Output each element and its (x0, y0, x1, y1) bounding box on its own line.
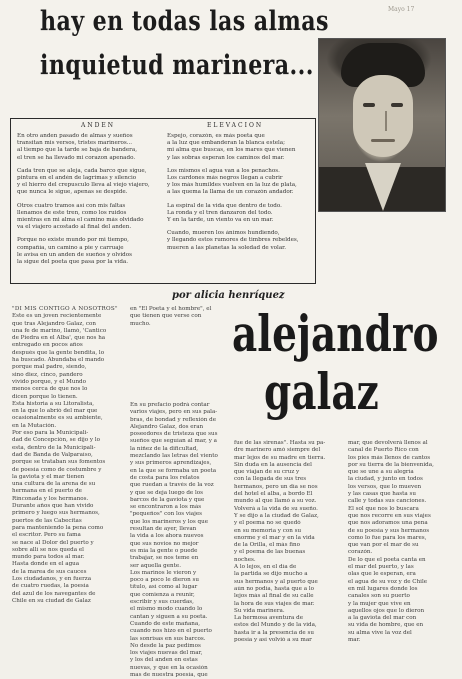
article-line: escribir y sus cuerdas, (130, 599, 194, 606)
article-line: el mismo modo cuando lo (130, 606, 203, 613)
article-line: trabajar, se nos teme en (130, 555, 199, 562)
article-line: mezclando las letras del viento (130, 453, 218, 460)
article-line: vivido porque, y el Mundo (12, 378, 86, 385)
article-line: nuevas, y que en la ocasión (130, 664, 208, 671)
article-line: con la llegada de sus tres (234, 476, 307, 483)
article-line: "pequeños" con los viajes (130, 511, 203, 518)
article-line: es mía la gente o puede (130, 547, 198, 554)
poem-line: Porque no existe mundo por mi tiempo, (17, 237, 129, 244)
article-line: como lo fue para los mares, (348, 534, 427, 541)
article-line: Cuando de este mañana, (130, 620, 201, 627)
article-line: de poesía como de costumbre y (12, 466, 102, 473)
article-line: en la que se formaba un poeta (130, 467, 217, 474)
article-line: resultan de ayer, llevan (130, 526, 197, 533)
article-line: que nos recorre en sus viajes (348, 512, 431, 519)
article-line: una cultura de la arena de su (12, 481, 96, 488)
article-line: el agua de su voz y de Chile (348, 578, 428, 585)
poem-line: La ronda y el tren danzaron del todo. (167, 209, 273, 216)
photo-nose (379, 111, 387, 131)
article-line: Su vida marinera. (234, 607, 285, 614)
poem-line: mueren a las planetas la soledad de volar. (167, 244, 286, 251)
article-line: entregado en pocos años (12, 342, 83, 349)
article-line: Por eso para la Municipali- (12, 430, 89, 437)
article-column-1 (12, 306, 124, 605)
article-line: y que se deja luego de los (130, 489, 204, 496)
poem-title-anden: ANDEN (81, 122, 116, 129)
article-line: Y se dijo a la ciudad de Galaz, (234, 512, 319, 519)
article-line: mas de nuestra poesía, que (130, 671, 208, 678)
article-line: De lo que el poeta canta en (348, 556, 426, 563)
article-line: mundo para todos al mar. (12, 554, 85, 561)
article-line: de su poesía y sus hermanos (348, 527, 430, 534)
article-line: En su prefacio podrá contar (130, 402, 210, 408)
article-line: aquellos ojos que lo dieron (348, 607, 425, 614)
photo-mouth (371, 139, 395, 142)
article-line: que tras Alejandro Galaz, con (12, 320, 96, 327)
article-line: varios viajes, pero en sus pala- (130, 409, 218, 416)
article-line: A lo lejos, en el día de (234, 564, 297, 571)
article-line: enorme y el mar y en la vida (234, 534, 315, 541)
article-line: del azul de los navegantes de (12, 590, 96, 597)
article-line: hasta ir a la presencia de su (234, 629, 314, 636)
article-line: los versos, que lo mueven (348, 483, 422, 490)
article-line: su alma vive la voz del (348, 629, 412, 636)
article-line: el escritor. Pero su fama (12, 532, 81, 539)
article-line: de costa para los relatos (130, 474, 200, 481)
article-line: se nace al Dolor del puerto y (12, 539, 94, 546)
photo-eye-left (363, 103, 375, 107)
article-line: Este es un joven recientemente (12, 313, 102, 320)
article-line: ha buscado. Abundaba el mando (12, 357, 105, 364)
article-line: que tienen que verse con (130, 313, 202, 320)
poem-box (10, 118, 316, 284)
poem-line: mi alma que buscas, en los mares que vienen (167, 147, 296, 154)
article-line: Alejandro Galaz, dos eran (130, 423, 204, 430)
poem-line: y las sobras esperan los caminos del mar. (167, 154, 285, 161)
article-line: la hora de sus viajes de mar. (234, 600, 315, 607)
article-line: después que la gente bendita, lo (12, 349, 105, 356)
article-line: barcos de la gaviota y que (130, 496, 205, 503)
poem-stanza (17, 168, 157, 197)
article-line: menos cerca de que nos lo (12, 386, 88, 393)
article-line: mar, que devolverá llenos al (348, 440, 428, 446)
byline: por alicia henríquez (172, 290, 285, 301)
article-line: ocasionalmente es su ambiente, (12, 415, 103, 422)
poem-stanza (17, 237, 157, 266)
poem-line: transitan mis versos, tristes marineros... (17, 140, 133, 147)
article-line: que ruedan a través de la voz (130, 482, 214, 489)
poem-line: que nunca le sigue, apenas se despide. (17, 189, 128, 196)
article-line: mar. (348, 637, 361, 644)
poem-line: Los cardones más negros llegan a cubrir (167, 175, 283, 182)
article-line: Esta historia a su Litoralista, (12, 400, 95, 407)
article-line: que nos adoramos una pena (348, 520, 428, 527)
poem-line: va el viajero acostado al final del anden. (17, 224, 132, 231)
article-line: los pies más llenos de cantos (348, 454, 431, 461)
article-line: que viajan de su cruz y (234, 469, 300, 476)
poem-stanza (167, 133, 311, 162)
article-line: que se une a su alegría (348, 469, 414, 476)
article-line: en "El Poeta y el hombre", el (130, 306, 212, 312)
article-line: título, así como al lugar (130, 584, 198, 591)
article-line: mar lejos de su madre en tierra. (234, 454, 326, 461)
subject-name-first: alejandro (232, 304, 439, 363)
poem-line: Espejo, corazón, es más poeta que (167, 133, 265, 139)
poem-line: Los mismos el agua van a los penachos. (167, 167, 280, 174)
article-line: No desde la paz pedimos (130, 642, 201, 649)
article-line: corazón. (348, 549, 373, 556)
article-line: cuando nos hizo en el puerto (130, 628, 212, 635)
article-line: Rinconada y los hermanos. (12, 495, 89, 502)
poem-column-right (167, 133, 311, 258)
article-line: noches. (234, 556, 256, 563)
article-line: olas que le esperan, era (348, 571, 416, 578)
poem-line: En otro anden pasado de almas y sueños (17, 133, 133, 139)
article-line: sobre allí se nos queda el (12, 546, 84, 553)
article-line: y sus primeros aprendizajes, (130, 460, 212, 467)
article-line: y las casas que hasta su (348, 491, 416, 498)
article-line: se encontraron a los más (130, 504, 202, 511)
portrait-photo (318, 38, 446, 212)
article-line: Los ciudadanos, y en fuerza (12, 575, 92, 582)
article-column-2-continued (130, 402, 228, 679)
poem-line: la sigue del poeta que pasa por la vida. (17, 259, 129, 266)
poem-line: Cada tren que se aleja, cada barco que sigue, (17, 167, 147, 174)
article-line: en la que lo abrió del mar que (12, 408, 98, 415)
column-1-heading: "DI MIS CONTIGO A NOSOTROS" (12, 306, 118, 312)
article-line: canales son su puerto (348, 593, 410, 600)
article-line: en su memoria y con su (234, 527, 302, 534)
article-line: en mil lugares donde los (348, 585, 418, 592)
article-line: calle y todas sus canciones. (348, 498, 427, 505)
poem-line: Otros cuatro tramos así con mis faltas (17, 202, 126, 209)
article-line: la vida a los ahora nuevos (130, 533, 204, 540)
article-line: porque mal padre, siendo, (12, 364, 87, 371)
poem-line: y los más humildes vuelven en la luz de plata, (167, 182, 297, 189)
article-line: canal de Puerto Rico con (348, 447, 419, 454)
article-line: sino diez, cinco, pandero (12, 371, 83, 378)
article-line: Volverá a la vida de su sueño. (234, 505, 318, 512)
headline-line-2: inquietud marinera... (40, 50, 314, 81)
poem-line: pintura en el andén de lagrimas y silencio (17, 175, 137, 182)
article-line: las sonrisas en sus barcos. (130, 635, 206, 642)
poem-line: y el hierro del crepusculo lleva al viejo viajero, (17, 182, 150, 189)
poem-stanza (167, 168, 311, 197)
article-line: de la marea de sus cauces (12, 568, 87, 575)
article-column-2 (130, 306, 230, 328)
poem-title-elevacion: ELEVACION (207, 122, 264, 129)
article-line: una fe de marino, llamó, 'Cantico (12, 327, 107, 334)
article-column-4 (348, 440, 450, 644)
article-line: aún no podía, hasta que a lo (234, 585, 314, 592)
article-line: y el poema no se quedó (234, 520, 301, 527)
headline-line-1: hay en todas las almas (40, 6, 329, 37)
poem-line: le avisa en un anden de sueños y olvidos (17, 251, 132, 258)
article-line: dicen porque lo tienen. (12, 393, 78, 400)
article-line: Chile en su ciudad de Galaz (12, 597, 91, 604)
poem-line: el tren se ha llevado mi corazon apenado. (17, 154, 136, 161)
subject-name-last: galaz (264, 362, 379, 421)
poem-column-left (17, 133, 157, 272)
article-line: bras, de bondad y reflexión de (130, 416, 217, 423)
article-line: la niñez de la dificultad, (130, 445, 199, 452)
article-line: los viajes nuevas del mar, (130, 650, 203, 657)
article-line: poco a poco le dieron su (130, 577, 200, 584)
article-line: la gaviota y el mar tienen (12, 473, 85, 480)
article-line: a la gaviota del mar con (348, 615, 417, 622)
article-line: ser aquella gente. (130, 562, 181, 569)
poem-line: Cuando, mueren los ánimos hundiendo, (167, 230, 280, 237)
article-line: Hasta donde en el agua (12, 561, 80, 568)
article-line: cantan y siguen a su poeta. (130, 613, 208, 620)
article-line: esta, dentro de la Municipali- (12, 444, 96, 451)
poem-line: al tiempo que la tarde se baja de bandera, (17, 147, 137, 154)
poem-line: a la luz que embanderan la blanca estela; (167, 140, 286, 147)
article-line: puertos de las Cabecitas (12, 517, 82, 524)
article-line: y el poema de las buenas (234, 549, 306, 556)
poem-line: y llegando estos rumores de timbres rebeldes, (167, 237, 299, 244)
article-line: que los marineros y los que (130, 518, 209, 525)
article-line: que van por el mar de su (348, 542, 419, 549)
article-line: dre marinero amó siempre del (234, 447, 321, 454)
article-line: hermanos, pero un día se nos (234, 483, 318, 490)
article-line: su vida de hombre, que en (348, 622, 424, 629)
article-line: y los del anden en estas (130, 657, 198, 664)
article-line: sus hermanos y al puerto que (234, 578, 318, 585)
article-line: lejos más al final de su calle (234, 593, 314, 600)
article-line: dad de Concepción, se dijo y lo (12, 437, 100, 444)
article-line: poesía y así volvió a su mar (234, 637, 312, 644)
article-line: Sin duda en la ausencia del (234, 461, 312, 468)
poem-line: compañía, un camino a pie y carruaje (17, 244, 124, 251)
article-line: de la Orilla, el más fino (234, 542, 300, 549)
article-line: primero y luego sus hermanos, (12, 510, 100, 517)
article-line: para manteniendo la pena como (12, 524, 104, 531)
photo-eye-right (391, 103, 403, 107)
article-line: El sol que nos lo buscara (348, 505, 419, 512)
poem-line: llenamos de este tren, como los ruidos (17, 209, 127, 216)
article-line: poseedores de tristeza que sus (130, 431, 218, 438)
corner-note: Mayo 17 (388, 6, 415, 13)
poem-line: a las quema la llama de un corazón andador. (167, 189, 294, 196)
article-line: y la mujer que vive en (348, 600, 411, 607)
poem-line: La espiral de la vida que dentro de todo. (167, 202, 282, 209)
article-line: en la Mutación. (12, 422, 57, 429)
article-line: que comienza a reunir, (130, 591, 195, 598)
poem-stanza (167, 230, 311, 252)
article-line: porque se trataban sus fomentos (12, 459, 106, 466)
poem-stanza (17, 133, 157, 162)
article-line: del hotel el alba, a bordo El (234, 491, 313, 498)
article-line: por su tierra de la bienvenida, (348, 461, 434, 468)
article-line: de cuatro ruedas, la poesía (12, 583, 89, 590)
article-line: mucho. (130, 320, 151, 327)
article-line: hermana en el puerto de (12, 488, 82, 495)
article-line: estos del Mundo y de la vida, (234, 622, 317, 629)
poem-stanza (17, 203, 157, 232)
poem-line: Y en la tarde, un viento va en un mar. (167, 217, 274, 224)
article-column-3 (234, 440, 342, 644)
article-line: fue de las sirenas". Hasta su pa- (234, 440, 326, 446)
poem-stanza (167, 203, 311, 225)
article-line: que sus novios no mejor (130, 540, 199, 547)
article-line: La hermosa aventura de (234, 615, 304, 622)
article-line: la ciudad, y junto en todos (348, 476, 423, 483)
article-line: Durante años que han vivido (12, 503, 94, 510)
article-line: el mar del puerto, y las (348, 564, 414, 571)
article-line: Los marinos le vieron y (130, 569, 197, 576)
poem-line: mientras en mi alma el camino más olvidado (17, 217, 144, 224)
article-line: sueños que seguían al mar, y a (130, 438, 217, 445)
article-line: de Piedra en el Alba', que nos ha (12, 335, 106, 342)
article-line: mundo al que llamó a su voz. (234, 498, 317, 505)
article-line: la partida se dijo mucho a (234, 571, 308, 578)
article-line: dad de Banda de Valparaíso, (12, 451, 93, 458)
